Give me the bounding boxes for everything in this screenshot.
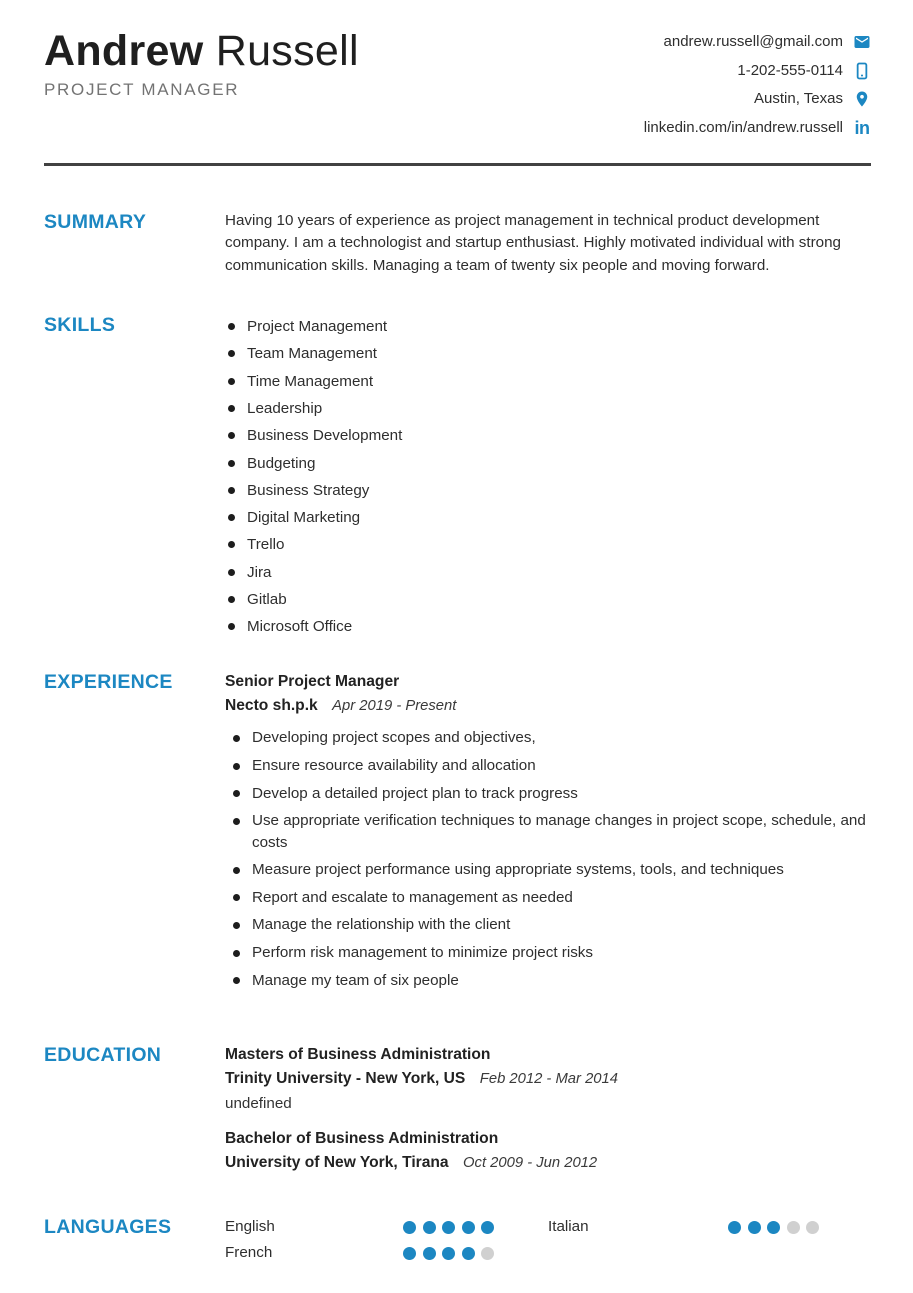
bullet-icon [228, 350, 235, 357]
rating-dot-empty [481, 1247, 494, 1260]
skill-item: Budgeting [228, 449, 871, 476]
education-dates: Feb 2012 - Mar 2014 [479, 1071, 618, 1088]
bullet-icon [233, 922, 240, 929]
bullet-icon [233, 763, 240, 770]
section-skills [44, 313, 871, 641]
experience-title: EXPERIENCE [44, 671, 173, 694]
summary-title: SUMMARY [44, 211, 147, 233]
section-experience [44, 670, 871, 997]
job-bullet-list [225, 727, 871, 991]
header-divider [44, 163, 871, 167]
bullet-icon [228, 541, 235, 548]
job-bullet: Developing project scopes and objectives, [233, 727, 871, 748]
skill-item: Leadership [228, 395, 871, 422]
email-icon [853, 33, 871, 51]
bullet-icon [233, 867, 240, 874]
bullet-icon [228, 487, 235, 494]
rating-dot-filled [481, 1221, 494, 1234]
bullet-icon [228, 623, 235, 630]
school-line [225, 1151, 871, 1175]
experience-entry [225, 670, 871, 997]
resume-body [0, 210, 913, 1265]
candidate-name [44, 26, 359, 76]
language-name: French [225, 1244, 273, 1262]
bullet-icon [233, 790, 240, 797]
skill-list [225, 313, 871, 641]
education-entry [225, 1043, 871, 1115]
linkedin-icon: in [854, 117, 870, 138]
bullet-icon [228, 323, 235, 330]
skill-item: Trello [228, 531, 871, 558]
bullet-icon [228, 569, 235, 576]
last-name: Russell [215, 27, 359, 75]
bullet-icon [228, 432, 235, 439]
rating-dot-filled [728, 1221, 741, 1234]
rating-dot-filled [767, 1221, 780, 1234]
bullet-icon [233, 950, 240, 957]
location-text: Austin, Texas [754, 90, 843, 107]
skill-item: Project Management [228, 313, 871, 340]
language-rating [403, 1221, 548, 1234]
language-name: Italian [548, 1218, 589, 1236]
job-bullet: Use appropriate verification techniques to manage changes in project scope, schedule, and costs [233, 810, 871, 853]
linkedin-text: linkedin.com/in/andrew.russell [643, 118, 843, 136]
language-name: English [225, 1218, 275, 1236]
bullet-icon [233, 894, 240, 901]
contact-linkedin[interactable] [644, 118, 871, 138]
job-dates: Apr 2019 - Present [332, 698, 457, 715]
job-bullet: Ensure resource availability and allocation [233, 755, 871, 776]
bullet-icon [233, 818, 240, 825]
job-bullet: Measure project performance using appropriate systems, tools, and techniques [233, 859, 871, 880]
language-rating [403, 1247, 548, 1260]
bullet-icon [228, 405, 235, 412]
degree: Masters of Business Administration [225, 1046, 491, 1064]
job-bullet: Develop a detailed project plan to track progress [233, 783, 871, 804]
skill-item: Gitlab [228, 586, 871, 613]
contact-location [754, 89, 871, 109]
education-entries [225, 1043, 871, 1175]
bullet-icon [228, 514, 235, 521]
section-summary [44, 210, 871, 277]
first-name: Andrew [44, 27, 204, 75]
phone-icon [853, 62, 871, 80]
email-text: andrew.russell@gmail.com [663, 33, 843, 50]
skill-item: Team Management [228, 340, 871, 367]
skill-item: Jira [228, 559, 871, 586]
rating-dot-filled [423, 1221, 436, 1234]
rating-dot-filled [442, 1247, 455, 1260]
location-icon [853, 90, 871, 108]
rating-dot-empty [806, 1221, 819, 1234]
education-note: undefined [225, 1095, 292, 1113]
skill-item: Business Strategy [228, 477, 871, 504]
rating-dot-filled [403, 1247, 416, 1260]
language-rating [728, 1221, 871, 1234]
bullet-icon [233, 735, 240, 742]
education-title: EDUCATION [44, 1044, 162, 1067]
skill-item: Business Development [228, 422, 871, 449]
identity-block [44, 26, 359, 138]
bullet-icon [228, 460, 235, 467]
school-line [225, 1067, 871, 1091]
rating-dot-filled [423, 1247, 436, 1260]
languages-title: LANGUAGES [44, 1216, 172, 1239]
language-grid [225, 1215, 871, 1265]
skill-item: Time Management [228, 367, 871, 394]
summary-text: Having 10 years of experience as project management in technical product development company. I am a technologist and startup enthusiast. Highly motivated individual with strong communication skills. Managing a team of twenty six people and moving forward. [225, 212, 841, 274]
job-bullet: Manage the relationship with the client [233, 914, 871, 935]
company-name: Necto sh.p.k [225, 697, 318, 715]
contact-phone[interactable] [737, 61, 871, 81]
rating-dot-filled [748, 1221, 761, 1234]
contact-email[interactable] [664, 32, 871, 52]
contact-block [644, 32, 871, 138]
rating-dot-filled [442, 1221, 455, 1234]
rating-dot-filled [462, 1247, 475, 1260]
bullet-icon [233, 977, 240, 984]
bullet-icon [228, 596, 235, 603]
education-dates: Oct 2009 - Jun 2012 [463, 1155, 598, 1172]
degree: Bachelor of Business Administration [225, 1130, 499, 1148]
rating-dot-filled [462, 1221, 475, 1234]
rating-dot-empty [787, 1221, 800, 1234]
phone-text: 1-202-555-0114 [737, 61, 843, 79]
rating-dot-filled [403, 1221, 416, 1234]
job-bullet: Report and escalate to management as needed [233, 887, 871, 908]
education-entry [225, 1127, 871, 1175]
section-education [44, 1043, 871, 1175]
skill-item: Microsoft Office [228, 613, 871, 640]
header [0, 0, 913, 138]
company-line [225, 694, 871, 718]
job-bullet: Perform risk management to minimize project risks [233, 942, 871, 963]
skills-title: SKILLS [44, 313, 116, 336]
job-bullet: Manage my team of six people [233, 970, 871, 991]
candidate-job-title: PROJECT MANAGER [44, 80, 240, 99]
school-name: Trinity University - New York, US [225, 1070, 466, 1088]
section-languages [44, 1215, 871, 1265]
bullet-icon [228, 378, 235, 385]
school-name: University of New York, Tirana [225, 1154, 449, 1172]
job-title: Senior Project Manager [225, 673, 400, 691]
skill-item: Digital Marketing [228, 504, 871, 531]
